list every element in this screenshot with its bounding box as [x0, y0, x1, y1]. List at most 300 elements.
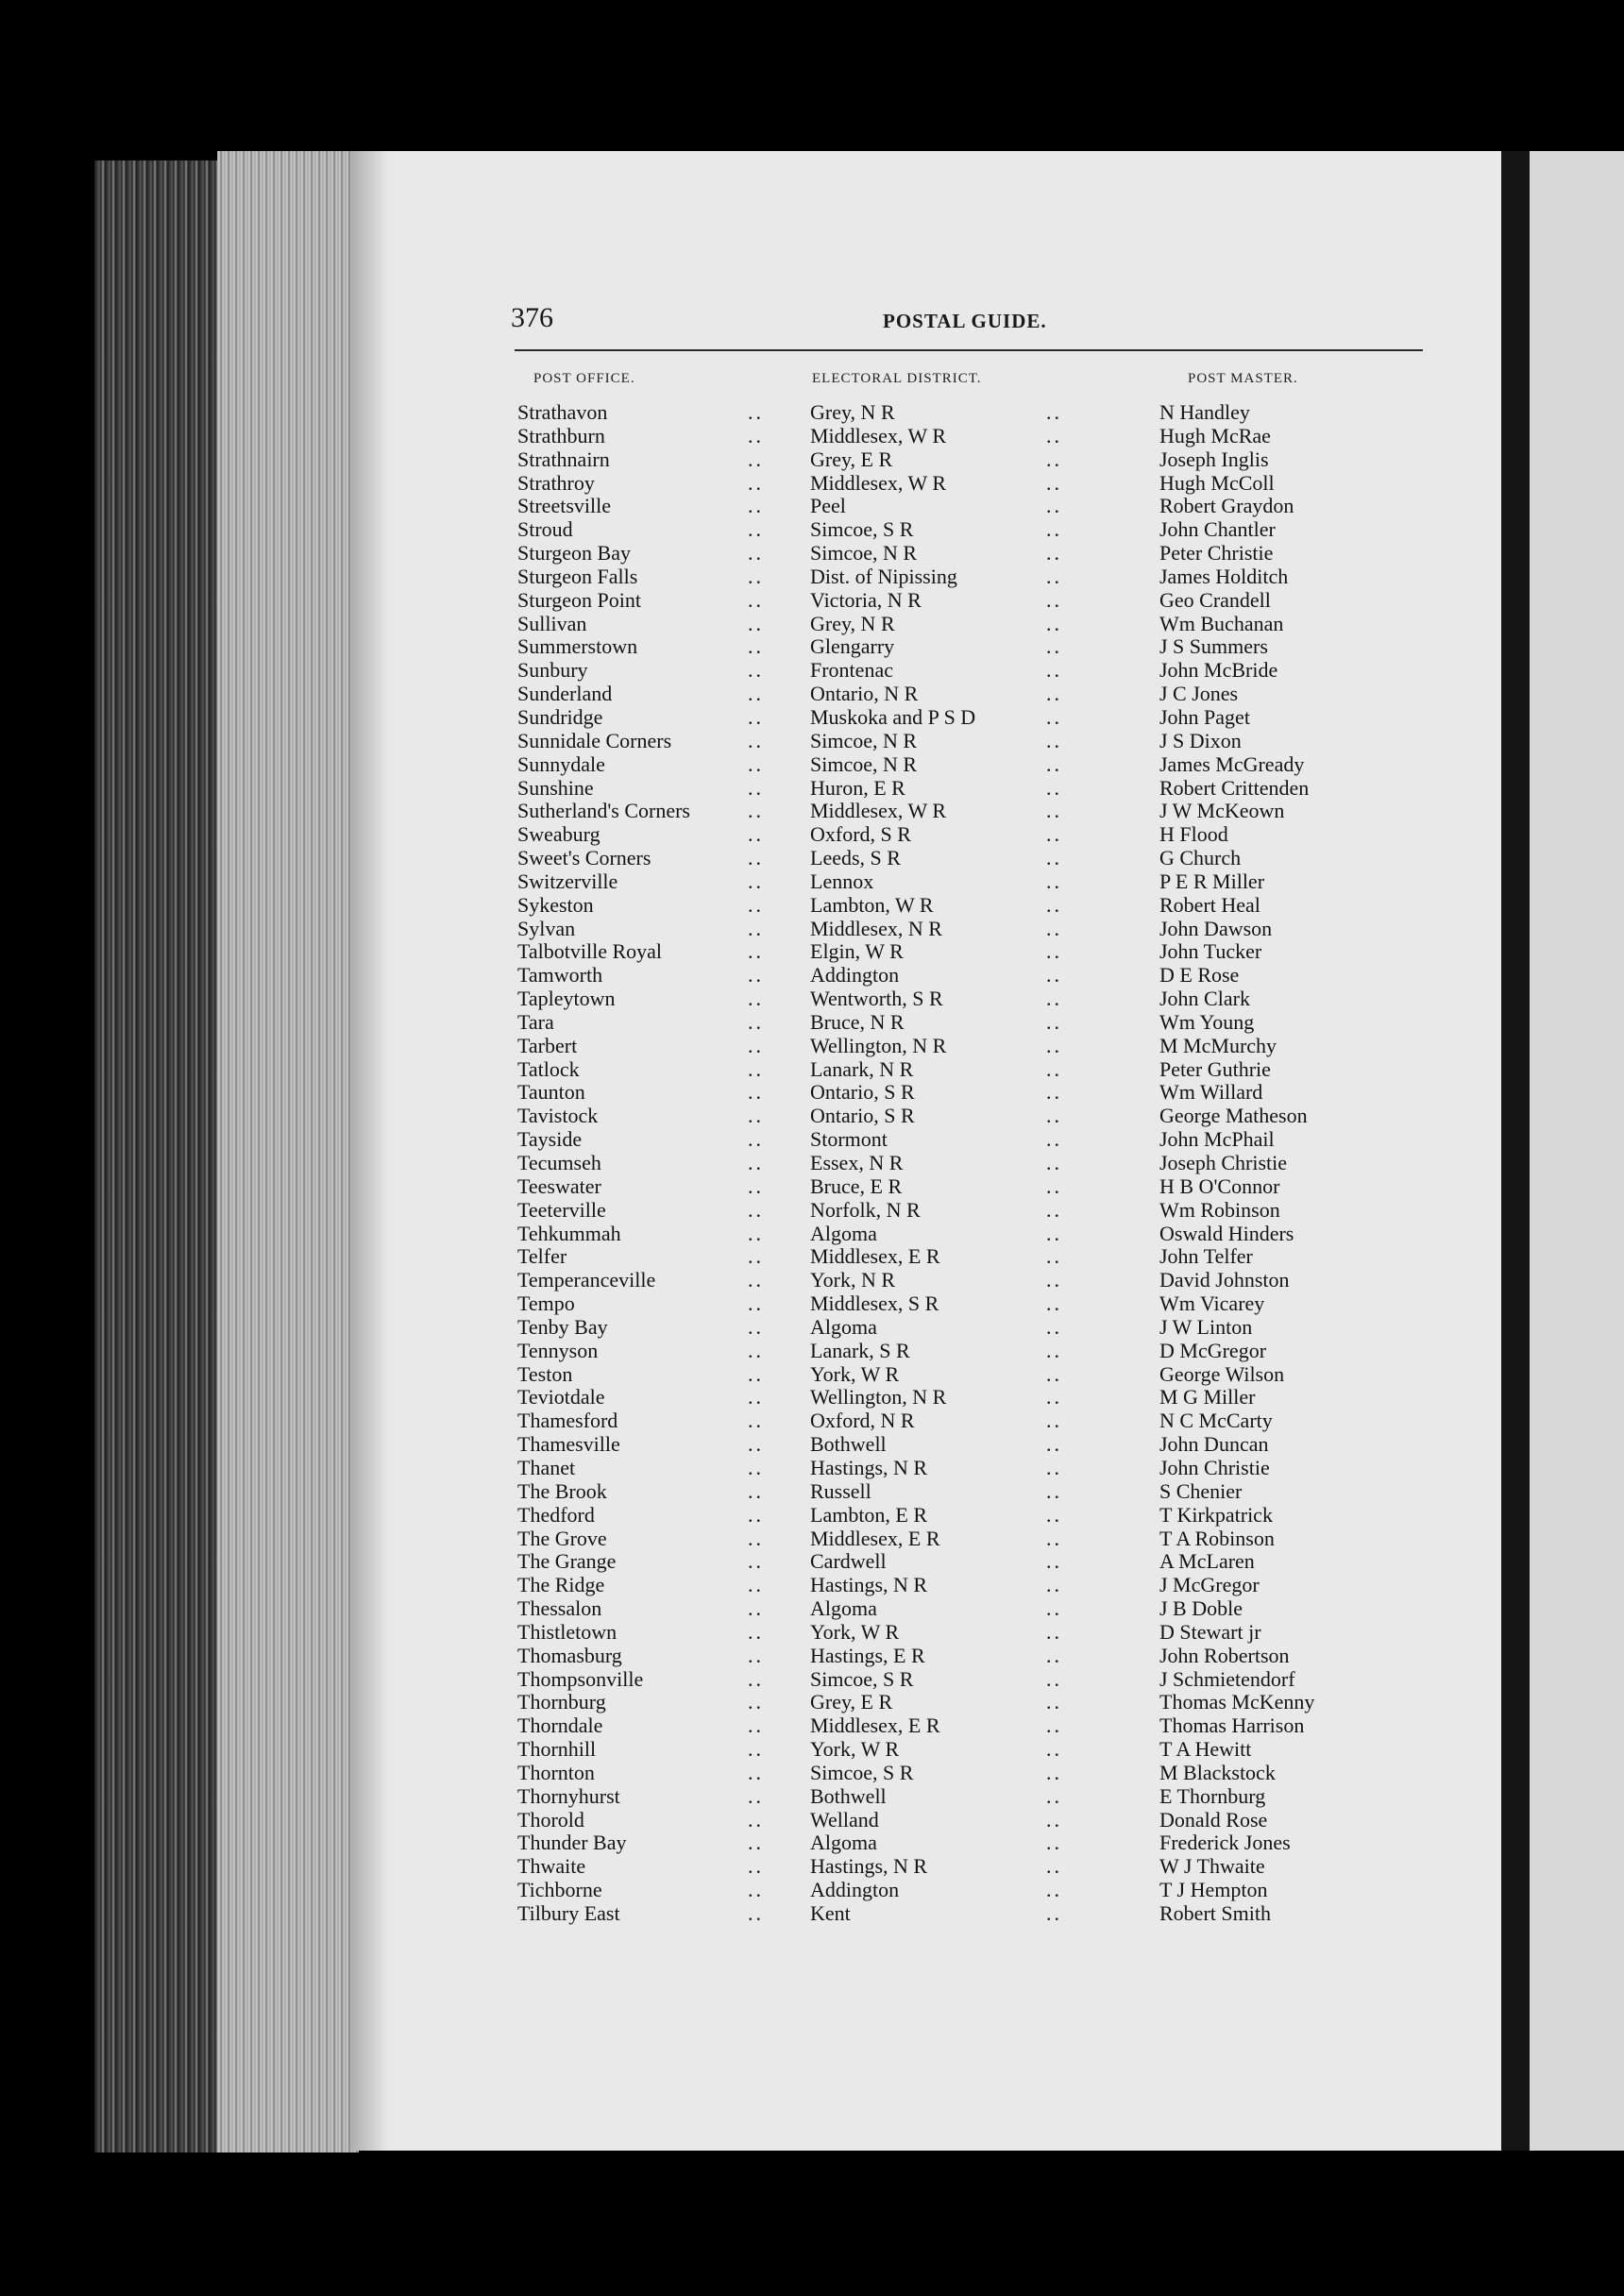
listing-row	[517, 635, 1424, 659]
listing-row	[517, 870, 1424, 894]
leader-dots: ..	[1046, 799, 1062, 823]
listing-row	[517, 964, 1424, 988]
listing-row	[517, 448, 1424, 472]
post-office-name: Sunnidale Corners	[517, 728, 672, 752]
listing-row	[517, 1081, 1424, 1105]
leader-dots: ..	[1046, 1197, 1062, 1222]
leader-dots: ..	[1046, 1502, 1062, 1527]
electoral-district: Victoria, N R	[810, 587, 922, 612]
electoral-district: Addington	[810, 963, 900, 988]
post-master-name: John McBride	[1159, 658, 1278, 683]
listing-row	[517, 1668, 1424, 1692]
post-office-name: Tapleytown	[517, 987, 616, 1011]
electoral-district: Huron, E R	[810, 775, 905, 800]
leader-dots: ..	[748, 494, 764, 518]
listing-row	[517, 1762, 1424, 1785]
leader-dots: ..	[748, 1314, 764, 1339]
electoral-district: Algoma	[810, 1831, 877, 1855]
electoral-district: Wentworth, S R	[810, 987, 943, 1011]
leader-dots: ..	[1046, 1455, 1062, 1479]
post-master-name: Thomas Harrison	[1159, 1714, 1305, 1738]
post-office-name: Thedford	[517, 1502, 595, 1527]
leader-dots: ..	[1046, 1080, 1062, 1105]
electoral-district: Algoma	[810, 1221, 877, 1245]
post-master-name: James Holditch	[1159, 564, 1289, 588]
listing-row	[517, 1621, 1424, 1645]
leader-dots: ..	[748, 1619, 764, 1644]
electoral-district: Oxford, S R	[810, 822, 911, 847]
post-office-name: Thunder Bay	[517, 1831, 627, 1855]
post-master-name: E Thornburg	[1159, 1783, 1266, 1808]
page-number: 376	[511, 302, 553, 333]
post-office-name: Thessalon	[517, 1596, 602, 1621]
electoral-district: Wellington, N R	[810, 1385, 947, 1410]
leader-dots: ..	[748, 916, 764, 940]
listing-row	[517, 1691, 1424, 1714]
listing-row	[517, 1714, 1424, 1738]
facing-page-strip	[1530, 151, 1624, 2151]
electoral-district: Middlesex, W R	[810, 470, 947, 495]
leader-dots: ..	[1046, 587, 1062, 612]
post-master-name: Wm Buchanan	[1159, 611, 1284, 635]
electoral-district: Hastings, N R	[810, 1854, 928, 1879]
post-office-name: Tehkummah	[517, 1221, 621, 1245]
leader-dots: ..	[1046, 1831, 1062, 1855]
column-header-post-office: POST OFFICE.	[533, 371, 635, 386]
leader-dots: ..	[748, 1338, 764, 1362]
post-office-name: Temperanceville	[517, 1268, 656, 1292]
listing-row	[517, 1504, 1424, 1528]
leader-dots: ..	[748, 634, 764, 659]
leader-dots: ..	[1046, 1760, 1062, 1784]
post-master-name: T A Robinson	[1159, 1526, 1275, 1550]
leader-dots: ..	[748, 564, 764, 588]
electoral-district: Bruce, E R	[810, 1173, 903, 1198]
post-master-name: J McGregor	[1159, 1573, 1260, 1597]
electoral-district: Algoma	[810, 1596, 877, 1621]
listing-row	[517, 1550, 1424, 1574]
electoral-district: Dist. of Nipissing	[810, 564, 957, 588]
leader-dots: ..	[748, 799, 764, 823]
leader-dots: ..	[748, 1104, 764, 1128]
leader-dots: ..	[1046, 916, 1062, 940]
post-office-name: Thwaite	[517, 1854, 586, 1879]
post-office-name: Sykeston	[517, 892, 594, 917]
post-master-name: John Telfer	[1159, 1244, 1253, 1269]
listing-row	[517, 918, 1424, 941]
post-office-name: Thorold	[517, 1807, 584, 1832]
post-office-name: Taunton	[517, 1080, 585, 1105]
post-master-name: Peter Christie	[1159, 541, 1274, 566]
electoral-district: Kent	[810, 1901, 851, 1925]
listing-row	[517, 1152, 1424, 1175]
post-office-name: Sweaburg	[517, 822, 601, 847]
post-office-name: Teeswater	[517, 1173, 601, 1198]
leader-dots: ..	[748, 1268, 764, 1292]
post-office-name: Sullivan	[517, 611, 587, 635]
leader-dots: ..	[748, 1878, 764, 1902]
post-master-name: W J Thwaite	[1159, 1854, 1265, 1879]
post-master-name: N C McCarty	[1159, 1409, 1273, 1433]
electoral-district: Grey, N R	[810, 611, 895, 635]
post-office-name: Tennyson	[517, 1338, 599, 1362]
post-office-name: Stroud	[517, 517, 573, 542]
post-master-name: D McGregor	[1159, 1338, 1267, 1362]
listing-row	[517, 1785, 1424, 1809]
leader-dots: ..	[748, 1080, 764, 1105]
post-master-name: M Blackstock	[1159, 1760, 1276, 1784]
leader-dots: ..	[1046, 1338, 1062, 1362]
leader-dots: ..	[748, 775, 764, 800]
leader-dots: ..	[748, 1690, 764, 1714]
electoral-district: Muskoka and P S D	[810, 704, 976, 729]
post-master-name: Donald Rose	[1159, 1807, 1268, 1832]
electoral-district: York, W R	[810, 1737, 900, 1762]
leader-dots: ..	[748, 1760, 764, 1784]
post-master-name: Robert Graydon	[1159, 494, 1294, 518]
leader-dots: ..	[748, 751, 764, 776]
leader-dots: ..	[1046, 1221, 1062, 1245]
leader-dots: ..	[1046, 1173, 1062, 1198]
listing-row	[517, 589, 1424, 613]
post-master-name: J Schmietendorf	[1159, 1666, 1295, 1691]
leader-dots: ..	[748, 447, 764, 471]
listing-row	[517, 495, 1424, 518]
leader-dots: ..	[1046, 1878, 1062, 1902]
leader-dots: ..	[748, 1432, 764, 1457]
leader-dots: ..	[748, 1244, 764, 1269]
listing-row	[517, 659, 1424, 683]
listing-row	[517, 777, 1424, 801]
running-head: POSTAL GUIDE.	[883, 310, 1047, 332]
post-master-name: Robert Smith	[1159, 1901, 1271, 1925]
leader-dots: ..	[748, 1173, 764, 1198]
electoral-district: Hastings, N R	[810, 1573, 928, 1597]
post-office-name: Strathnairn	[517, 447, 610, 471]
listing-row	[517, 566, 1424, 589]
post-master-name: S Chenier	[1159, 1478, 1243, 1503]
leader-dots: ..	[1046, 1714, 1062, 1738]
electoral-district: Grey, N R	[810, 400, 895, 424]
post-office-name: Tamworth	[517, 963, 603, 988]
post-office-name: Sweet's Corners	[517, 846, 651, 870]
post-office-name: Teeterville	[517, 1197, 606, 1222]
listing-row	[517, 613, 1424, 636]
post-master-name: T Kirkpatrick	[1159, 1502, 1273, 1527]
leader-dots: ..	[748, 1127, 764, 1152]
leader-dots: ..	[748, 1549, 764, 1574]
listing-row	[517, 1245, 1424, 1269]
post-master-name: A McLaren	[1159, 1549, 1255, 1574]
post-office-name: Thornyhurst	[517, 1783, 620, 1808]
leader-dots: ..	[748, 1807, 764, 1832]
post-office-name: Strathburn	[517, 423, 605, 447]
listing-row	[517, 1879, 1424, 1902]
post-master-name: John Dawson	[1159, 916, 1273, 940]
post-office-name: Strathroy	[517, 470, 595, 495]
leader-dots: ..	[1046, 751, 1062, 776]
leader-dots: ..	[748, 1478, 764, 1503]
electoral-district: Grey, E R	[810, 1690, 893, 1714]
post-master-name: H Flood	[1159, 822, 1228, 847]
leader-dots: ..	[1046, 1854, 1062, 1879]
leader-dots: ..	[748, 1737, 764, 1762]
post-office-name: Sunnydale	[517, 751, 605, 776]
post-office-name: Thornton	[517, 1760, 595, 1784]
leader-dots: ..	[1046, 447, 1062, 471]
column-header-electoral-district: ELECTORAL DISTRICT.	[812, 371, 982, 386]
post-office-name: Thamesford	[517, 1409, 618, 1433]
electoral-district: Addington	[810, 1878, 900, 1902]
leader-dots: ..	[748, 658, 764, 683]
listing-row	[517, 1574, 1424, 1597]
electoral-district: Russell	[810, 1478, 871, 1503]
listing-row	[517, 1199, 1424, 1223]
post-office-name: Sunbury	[517, 658, 588, 683]
leader-dots: ..	[748, 423, 764, 447]
post-office-name: Summerstown	[517, 634, 638, 659]
electoral-district: Bothwell	[810, 1432, 887, 1457]
post-master-name: P E R Miller	[1159, 869, 1265, 893]
leader-dots: ..	[748, 1854, 764, 1879]
electoral-district: Stormont	[810, 1127, 888, 1152]
post-master-name: Joseph Christie	[1159, 1151, 1288, 1174]
leader-dots: ..	[1046, 892, 1062, 917]
listing-row	[517, 1410, 1424, 1433]
listing-row	[517, 1105, 1424, 1128]
listing-row	[517, 1292, 1424, 1316]
post-office-name: Sylvan	[517, 916, 576, 940]
leader-dots: ..	[748, 1573, 764, 1597]
leader-dots: ..	[748, 1221, 764, 1245]
post-master-name: John Chantler	[1159, 517, 1276, 542]
listing-row	[517, 1855, 1424, 1879]
post-office-name: Thamesville	[517, 1432, 620, 1457]
listing-row	[517, 401, 1424, 425]
post-master-name: M McMurchy	[1159, 1033, 1277, 1057]
listing-row	[517, 1902, 1424, 1926]
listing-row	[517, 706, 1424, 730]
post-office-name: Tilbury East	[517, 1901, 620, 1925]
leader-dots: ..	[1046, 1573, 1062, 1597]
leader-dots: ..	[748, 541, 764, 566]
electoral-district: Welland	[810, 1807, 879, 1832]
listing-row	[517, 1832, 1424, 1855]
post-office-name: Tatlock	[517, 1056, 580, 1081]
leader-dots: ..	[1046, 1361, 1062, 1386]
post-master-name: Wm Vicarey	[1159, 1292, 1265, 1316]
leader-dots: ..	[1046, 400, 1062, 424]
leader-dots: ..	[748, 1526, 764, 1550]
leader-dots: ..	[748, 704, 764, 729]
electoral-district: York, N R	[810, 1268, 896, 1292]
leader-dots: ..	[748, 1056, 764, 1081]
leader-dots: ..	[748, 1197, 764, 1222]
post-office-name: The Brook	[517, 1478, 607, 1503]
post-office-name: Teston	[517, 1361, 573, 1386]
leader-dots: ..	[1046, 1314, 1062, 1339]
post-master-name: D E Rose	[1159, 963, 1240, 988]
post-master-name: Peter Guthrie	[1159, 1056, 1271, 1081]
leader-dots: ..	[748, 822, 764, 847]
leader-dots: ..	[748, 1409, 764, 1433]
post-master-name: John Christie	[1159, 1455, 1270, 1479]
header-rule	[515, 349, 1423, 351]
book-right-edge	[1501, 151, 1530, 2151]
post-office-name: Sturgeon Point	[517, 587, 642, 612]
leader-dots: ..	[748, 1643, 764, 1667]
post-master-name: George Matheson	[1159, 1104, 1308, 1128]
leader-dots: ..	[1046, 634, 1062, 659]
leader-dots: ..	[1046, 1292, 1062, 1316]
post-office-name: Sutherland's Corners	[517, 799, 690, 823]
page-gutter-shadow	[351, 151, 389, 2151]
post-master-name: Wm Young	[1159, 1009, 1255, 1034]
post-master-name: David Johnston	[1159, 1268, 1290, 1292]
listing-row	[517, 1035, 1424, 1058]
post-master-name: Robert Crittenden	[1159, 775, 1310, 800]
electoral-district: Middlesex, W R	[810, 799, 947, 823]
post-master-name: Geo Crandell	[1159, 587, 1271, 612]
leader-dots: ..	[748, 1009, 764, 1034]
leader-dots: ..	[1046, 1643, 1062, 1667]
post-office-name: Tenby Bay	[517, 1314, 608, 1339]
post-office-name: Thorndale	[517, 1714, 603, 1738]
leader-dots: ..	[1046, 1009, 1062, 1034]
post-master-name: John Robertson	[1159, 1643, 1290, 1667]
post-office-name: The Grange	[517, 1549, 617, 1574]
leader-dots: ..	[1046, 1737, 1062, 1762]
post-master-name: N Handley	[1159, 400, 1250, 424]
leader-dots: ..	[1046, 1807, 1062, 1832]
post-master-name: T A Hewitt	[1159, 1737, 1252, 1762]
electoral-district: Simcoe, S R	[810, 1760, 914, 1784]
post-master-name: Hugh McRae	[1159, 423, 1271, 447]
leader-dots: ..	[1046, 775, 1062, 800]
electoral-district: Cardwell	[810, 1549, 887, 1574]
leader-dots: ..	[1046, 423, 1062, 447]
leader-dots: ..	[748, 1151, 764, 1174]
listing-row	[517, 1433, 1424, 1457]
listing-row	[517, 425, 1424, 448]
listing-row	[517, 1480, 1424, 1504]
leader-dots: ..	[1046, 517, 1062, 542]
leader-dots: ..	[1046, 1409, 1062, 1433]
post-office-name: Strathavon	[517, 400, 608, 424]
leader-dots: ..	[748, 1714, 764, 1738]
electoral-district: York, W R	[810, 1361, 900, 1386]
listing-row	[517, 1645, 1424, 1668]
listing-row	[517, 1528, 1424, 1551]
electoral-district: Oxford, N R	[810, 1409, 915, 1433]
post-office-name: Sturgeon Bay	[517, 541, 631, 566]
leader-dots: ..	[748, 1033, 764, 1057]
electoral-district: Middlesex, W R	[810, 423, 947, 447]
post-office-name: Talbotville Royal	[517, 939, 663, 964]
leader-dots: ..	[748, 517, 764, 542]
electoral-district: Lambton, E R	[810, 1502, 928, 1527]
leader-dots: ..	[1046, 1596, 1062, 1621]
leader-dots: ..	[748, 1361, 764, 1386]
leader-dots: ..	[748, 1455, 764, 1479]
electoral-district: Middlesex, N R	[810, 916, 942, 940]
leader-dots: ..	[1046, 869, 1062, 893]
listing-row	[517, 1058, 1424, 1082]
post-office-name: Tempo	[517, 1292, 575, 1316]
post-office-name: Sturgeon Falls	[517, 564, 638, 588]
post-office-name: Sundridge	[517, 704, 603, 729]
leader-dots: ..	[748, 963, 764, 988]
post-master-name: M G Miller	[1159, 1385, 1256, 1410]
leader-dots: ..	[1046, 682, 1062, 706]
listing-row	[517, 472, 1424, 496]
listing-row	[517, 1386, 1424, 1410]
electoral-district: Simcoe, N R	[810, 541, 918, 566]
leader-dots: ..	[748, 1901, 764, 1925]
leader-dots: ..	[1046, 704, 1062, 729]
post-master-name: D Stewart jr	[1159, 1619, 1261, 1644]
post-master-name: John Duncan	[1159, 1432, 1269, 1457]
post-master-name: John McPhail	[1159, 1127, 1275, 1152]
listing-row	[517, 1223, 1424, 1246]
electoral-district: Simcoe, S R	[810, 1666, 914, 1691]
leader-dots: ..	[1046, 1901, 1062, 1925]
electoral-district: Elgin, W R	[810, 939, 904, 964]
leader-dots: ..	[1046, 1127, 1062, 1152]
leader-dots: ..	[748, 846, 764, 870]
post-office-name: Thistletown	[517, 1619, 617, 1644]
electoral-district: Bruce, N R	[810, 1009, 905, 1034]
post-office-listing	[517, 401, 1424, 1926]
leader-dots: ..	[748, 682, 764, 706]
post-office-name: Teviotdale	[517, 1385, 605, 1410]
post-office-name: Tecumseh	[517, 1151, 601, 1174]
electoral-district: Hastings, N R	[810, 1455, 928, 1479]
electoral-district: Lennox	[810, 869, 874, 893]
electoral-district: Hastings, E R	[810, 1643, 925, 1667]
electoral-district: Middlesex, S R	[810, 1292, 939, 1316]
leader-dots: ..	[1046, 1690, 1062, 1714]
leader-dots: ..	[1046, 728, 1062, 752]
post-office-name: Thornhill	[517, 1737, 597, 1762]
post-office-name: Tayside	[517, 1127, 583, 1152]
listing-row	[517, 1316, 1424, 1340]
listing-row	[517, 1011, 1424, 1035]
listing-row	[517, 823, 1424, 847]
electoral-district: Simcoe, S R	[810, 517, 914, 542]
leader-dots: ..	[748, 939, 764, 964]
leader-dots: ..	[1046, 1666, 1062, 1691]
electoral-district: Middlesex, E R	[810, 1526, 940, 1550]
leader-dots: ..	[1046, 564, 1062, 588]
leader-dots: ..	[1046, 1783, 1062, 1808]
electoral-district: Bothwell	[810, 1783, 887, 1808]
post-master-name: John Tucker	[1159, 939, 1262, 964]
listing-row	[517, 1809, 1424, 1832]
post-master-name: Joseph Inglis	[1159, 447, 1269, 471]
post-office-name: Streetsville	[517, 494, 611, 518]
listing-row	[517, 800, 1424, 823]
listing-row	[517, 847, 1424, 870]
electoral-district: York, W R	[810, 1619, 900, 1644]
leader-dots: ..	[1046, 1432, 1062, 1457]
listing-row	[517, 1269, 1424, 1292]
post-office-name: Tarbert	[517, 1033, 578, 1057]
leader-dots: ..	[748, 470, 764, 495]
leader-dots: ..	[1046, 963, 1062, 988]
listing-row	[517, 1128, 1424, 1152]
leader-dots: ..	[748, 987, 764, 1011]
